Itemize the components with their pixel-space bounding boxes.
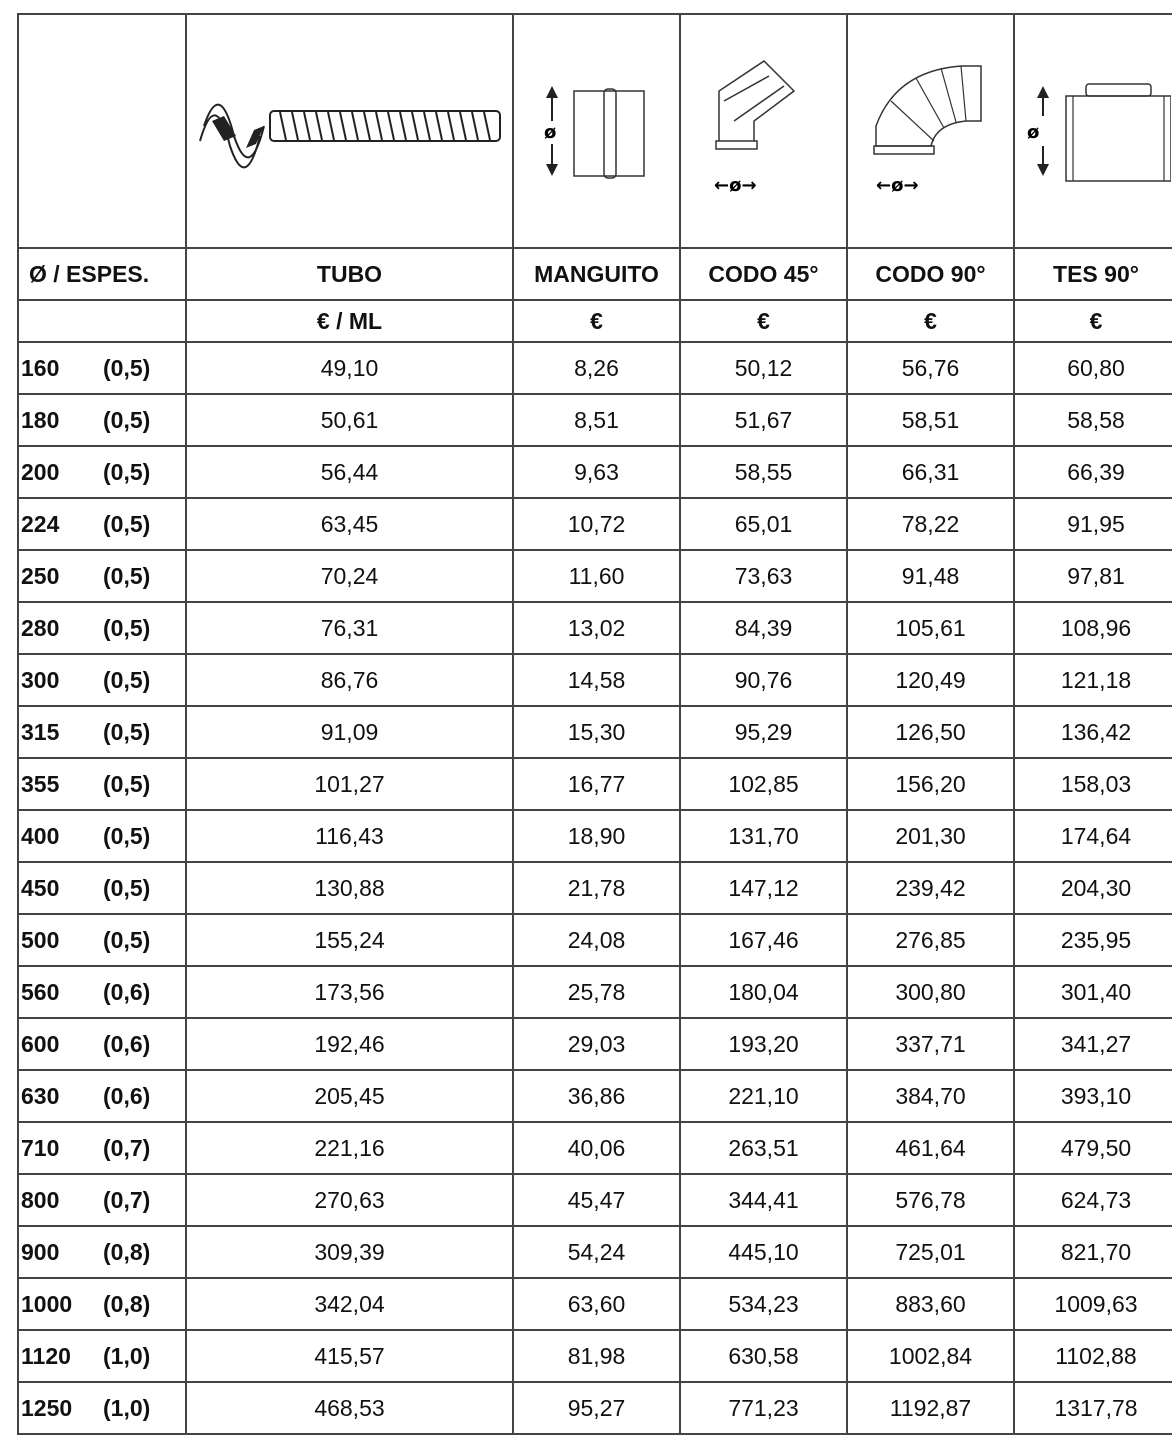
table-row bbox=[18, 1330, 1172, 1382]
diameter-value: 315 bbox=[21, 718, 60, 745]
spiral-tube-icon bbox=[190, 66, 510, 196]
spiral-stripe bbox=[436, 112, 442, 140]
coupling-illustration-cell bbox=[513, 14, 680, 248]
dimension-cell bbox=[18, 862, 186, 914]
diameter-value: 800 bbox=[21, 1186, 60, 1213]
diameter-value: 224 bbox=[21, 510, 60, 537]
price-cell-tubo: 342,04 bbox=[186, 1278, 513, 1330]
thickness-value: (0,5) bbox=[103, 354, 151, 381]
price-cell-tubo: 173,56 bbox=[186, 966, 513, 1018]
thickness-value: (0,7) bbox=[103, 1134, 151, 1161]
price-cell-codo-45: 84,39 bbox=[680, 602, 847, 654]
price-cell-tes-90: 624,73 bbox=[1014, 1174, 1172, 1226]
price-cell-codo-45: 534,23 bbox=[680, 1278, 847, 1330]
table-row bbox=[18, 966, 1172, 1018]
price-cell-codo-90: 156,20 bbox=[847, 758, 1014, 810]
price-cell-tubo: 49,10 bbox=[186, 342, 513, 394]
price-cell-manguito: 29,03 bbox=[513, 1018, 680, 1070]
table-row bbox=[18, 862, 1172, 914]
price-cell-tubo: 205,45 bbox=[186, 1070, 513, 1122]
price-cell-codo-90: 91,48 bbox=[847, 550, 1014, 602]
spiral-stripe bbox=[316, 112, 322, 140]
unit-row bbox=[18, 300, 1172, 342]
spiral-stripe bbox=[388, 112, 394, 140]
thickness-value: (0,5) bbox=[103, 822, 151, 849]
diameter-value: 500 bbox=[21, 926, 60, 953]
dimension-cell bbox=[18, 654, 186, 706]
price-cell-tes-90: 204,30 bbox=[1014, 862, 1172, 914]
unit-empty-cell bbox=[18, 300, 186, 342]
dimension-cell bbox=[18, 706, 186, 758]
thickness-value: (1,0) bbox=[103, 1394, 151, 1421]
thickness-value: (0,8) bbox=[103, 1238, 151, 1265]
table-row bbox=[18, 706, 1172, 758]
thickness-value: (0,6) bbox=[103, 1030, 151, 1057]
thickness-value: (0,5) bbox=[103, 770, 151, 797]
diameter-value: 600 bbox=[21, 1030, 60, 1057]
price-cell-codo-90: 384,70 bbox=[847, 1070, 1014, 1122]
price-cell-codo-45: 65,01 bbox=[680, 498, 847, 550]
price-cell-tes-90: 393,10 bbox=[1014, 1070, 1172, 1122]
price-cell-codo-45: 131,70 bbox=[680, 810, 847, 862]
table-row bbox=[18, 342, 1172, 394]
price-cell-codo-90: 120,49 bbox=[847, 654, 1014, 706]
dimension-cell bbox=[18, 1330, 186, 1382]
price-cell-manguito: 18,90 bbox=[513, 810, 680, 862]
empty-corner-cell bbox=[18, 14, 186, 248]
thickness-value: (0,5) bbox=[103, 874, 151, 901]
spiral-stripe bbox=[448, 112, 454, 140]
diameter-arrow-label: ←ø→ bbox=[875, 175, 919, 196]
unit-manguito: € bbox=[513, 300, 680, 342]
price-cell-manguito: 54,24 bbox=[513, 1226, 680, 1278]
table-row bbox=[18, 1122, 1172, 1174]
price-cell-codo-90: 1002,84 bbox=[847, 1330, 1014, 1382]
spiral-stripe bbox=[376, 112, 382, 140]
price-cell-tes-90: 235,95 bbox=[1014, 914, 1172, 966]
thickness-value: (0,5) bbox=[103, 406, 151, 433]
price-cell-codo-45: 51,67 bbox=[680, 394, 847, 446]
table-row bbox=[18, 810, 1172, 862]
price-cell-tes-90: 66,39 bbox=[1014, 446, 1172, 498]
price-cell-tubo: 63,45 bbox=[186, 498, 513, 550]
unit-codo-90: € bbox=[847, 300, 1014, 342]
price-cell-tubo: 91,09 bbox=[186, 706, 513, 758]
dimension-cell bbox=[18, 550, 186, 602]
price-cell-tes-90: 821,70 bbox=[1014, 1226, 1172, 1278]
price-cell-codo-45: 193,20 bbox=[680, 1018, 847, 1070]
price-cell-tes-90: 121,18 bbox=[1014, 654, 1172, 706]
price-cell-codo-90: 725,01 bbox=[847, 1226, 1014, 1278]
price-cell-manguito: 24,08 bbox=[513, 914, 680, 966]
price-cell-manguito: 14,58 bbox=[513, 654, 680, 706]
price-cell-manguito: 25,78 bbox=[513, 966, 680, 1018]
spiral-stripe bbox=[280, 112, 286, 140]
price-cell-manguito: 8,51 bbox=[513, 394, 680, 446]
price-cell-codo-45: 102,85 bbox=[680, 758, 847, 810]
price-cell-codo-45: 771,23 bbox=[680, 1382, 847, 1434]
diameter-value: 1000 bbox=[21, 1290, 73, 1317]
price-cell-codo-45: 221,10 bbox=[680, 1070, 847, 1122]
price-cell-codo-90: 201,30 bbox=[847, 810, 1014, 862]
dimension-cell bbox=[18, 1122, 186, 1174]
diameter-value: 400 bbox=[21, 822, 60, 849]
spiral-stripe bbox=[412, 112, 418, 140]
price-cell-codo-90: 105,61 bbox=[847, 602, 1014, 654]
price-cell-codo-45: 58,55 bbox=[680, 446, 847, 498]
dimension-cell bbox=[18, 1018, 186, 1070]
diameter-symbol: ø bbox=[543, 122, 556, 143]
table-row bbox=[18, 1226, 1172, 1278]
price-cell-tubo: 192,46 bbox=[186, 1018, 513, 1070]
price-cell-tes-90: 174,64 bbox=[1014, 810, 1172, 862]
price-cell-tubo: 130,88 bbox=[186, 862, 513, 914]
price-cell-tubo: 50,61 bbox=[186, 394, 513, 446]
price-cell-tes-90: 301,40 bbox=[1014, 966, 1172, 1018]
column-header-tes-90: TES 90° bbox=[1014, 248, 1172, 300]
diameter-arrow-label: ←ø→ bbox=[713, 175, 757, 196]
dimension-header: Ø / ESPES. bbox=[18, 248, 186, 300]
dimension-cell bbox=[18, 498, 186, 550]
price-cell-codo-45: 445,10 bbox=[680, 1226, 847, 1278]
price-cell-manguito: 36,86 bbox=[513, 1070, 680, 1122]
price-cell-tubo: 309,39 bbox=[186, 1226, 513, 1278]
price-cell-tes-90: 341,27 bbox=[1014, 1018, 1172, 1070]
thickness-value: (0,5) bbox=[103, 926, 151, 953]
price-cell-manguito: 40,06 bbox=[513, 1122, 680, 1174]
diameter-value: 355 bbox=[21, 770, 60, 797]
price-cell-tes-90: 479,50 bbox=[1014, 1122, 1172, 1174]
table-row bbox=[18, 914, 1172, 966]
table-row bbox=[18, 498, 1172, 550]
table-row bbox=[18, 394, 1172, 446]
spiral-stripe bbox=[304, 112, 310, 140]
price-cell-tes-90: 1317,78 bbox=[1014, 1382, 1172, 1434]
price-cell-codo-90: 58,51 bbox=[847, 394, 1014, 446]
column-header-codo-90: CODO 90° bbox=[847, 248, 1014, 300]
thickness-value: (0,5) bbox=[103, 458, 151, 485]
thickness-value: (0,7) bbox=[103, 1186, 151, 1213]
diameter-value: 1250 bbox=[21, 1394, 73, 1421]
diameter-symbol: ø bbox=[1027, 122, 1040, 143]
diameter-value: 1120 bbox=[21, 1342, 71, 1369]
price-cell-codo-90: 126,50 bbox=[847, 706, 1014, 758]
price-cell-tubo: 415,57 bbox=[186, 1330, 513, 1382]
price-cell-tubo: 116,43 bbox=[186, 810, 513, 862]
price-cell-codo-90: 1192,87 bbox=[847, 1382, 1014, 1434]
price-cell-tubo: 155,24 bbox=[186, 914, 513, 966]
elbow-90-icon bbox=[856, 46, 1006, 216]
table-row bbox=[18, 446, 1172, 498]
price-cell-codo-45: 73,63 bbox=[680, 550, 847, 602]
diameter-value: 300 bbox=[21, 666, 60, 693]
table-row bbox=[18, 758, 1172, 810]
spiral-stripe bbox=[472, 112, 478, 140]
price-cell-codo-90: 66,31 bbox=[847, 446, 1014, 498]
column-header-row bbox=[18, 248, 1172, 300]
spiral-stripe bbox=[292, 112, 298, 140]
table-row bbox=[18, 1382, 1172, 1434]
price-table bbox=[17, 13, 1172, 1435]
price-cell-tes-90: 158,03 bbox=[1014, 758, 1172, 810]
elbow45-illustration-cell bbox=[680, 14, 847, 248]
price-cell-codo-90: 337,71 bbox=[847, 1018, 1014, 1070]
dimension-cell bbox=[18, 810, 186, 862]
price-cell-manguito: 95,27 bbox=[513, 1382, 680, 1434]
price-cell-manguito: 15,30 bbox=[513, 706, 680, 758]
price-cell-codo-90: 461,64 bbox=[847, 1122, 1014, 1174]
price-cell-tes-90: 1009,63 bbox=[1014, 1278, 1172, 1330]
spiral-stripe bbox=[400, 112, 406, 140]
diameter-value: 900 bbox=[21, 1238, 60, 1265]
price-cell-tubo: 468,53 bbox=[186, 1382, 513, 1434]
price-cell-tes-90: 1102,88 bbox=[1014, 1330, 1172, 1382]
diameter-value: 180 bbox=[21, 406, 60, 433]
thickness-value: (0,5) bbox=[103, 510, 151, 537]
price-cell-manguito: 8,26 bbox=[513, 342, 680, 394]
price-cell-tubo: 86,76 bbox=[186, 654, 513, 706]
unit-tubo: € / ML bbox=[186, 300, 513, 342]
diameter-value: 160 bbox=[21, 354, 60, 381]
table-row bbox=[18, 654, 1172, 706]
thickness-value: (0,5) bbox=[103, 666, 151, 693]
price-cell-codo-90: 239,42 bbox=[847, 862, 1014, 914]
table-row bbox=[18, 1018, 1172, 1070]
spiral-stripe bbox=[328, 112, 334, 140]
thickness-value: (0,6) bbox=[103, 1082, 151, 1109]
dimension-cell bbox=[18, 342, 186, 394]
dimension-cell bbox=[18, 758, 186, 810]
price-cell-manguito: 13,02 bbox=[513, 602, 680, 654]
price-cell-tes-90: 136,42 bbox=[1014, 706, 1172, 758]
price-cell-manguito: 10,72 bbox=[513, 498, 680, 550]
diameter-value: 250 bbox=[21, 562, 60, 589]
spiral-stripe bbox=[364, 112, 370, 140]
price-cell-codo-90: 56,76 bbox=[847, 342, 1014, 394]
thickness-value: (0,5) bbox=[103, 562, 151, 589]
dimension-cell bbox=[18, 394, 186, 446]
unit-tes-90: € bbox=[1014, 300, 1172, 342]
price-cell-tubo: 70,24 bbox=[186, 550, 513, 602]
spiral-stripe bbox=[460, 112, 466, 140]
price-cell-tubo: 56,44 bbox=[186, 446, 513, 498]
table-row bbox=[18, 1070, 1172, 1122]
price-cell-tes-90: 108,96 bbox=[1014, 602, 1172, 654]
table-row bbox=[18, 602, 1172, 654]
price-cell-codo-90: 576,78 bbox=[847, 1174, 1014, 1226]
dimension-cell bbox=[18, 1226, 186, 1278]
thickness-value: (0,5) bbox=[103, 718, 151, 745]
thickness-value: (0,5) bbox=[103, 614, 151, 641]
dimension-cell bbox=[18, 966, 186, 1018]
price-cell-tes-90: 58,58 bbox=[1014, 394, 1172, 446]
table-row bbox=[18, 1278, 1172, 1330]
elbow90-illustration-cell bbox=[847, 14, 1014, 248]
diameter-value: 710 bbox=[21, 1134, 60, 1161]
diameter-value: 630 bbox=[21, 1082, 60, 1109]
column-header-codo-45: CODO 45° bbox=[680, 248, 847, 300]
price-cell-manguito: 45,47 bbox=[513, 1174, 680, 1226]
price-cell-codo-90: 883,60 bbox=[847, 1278, 1014, 1330]
price-cell-tubo: 101,27 bbox=[186, 758, 513, 810]
price-cell-codo-45: 147,12 bbox=[680, 862, 847, 914]
spiral-stripe bbox=[352, 112, 358, 140]
spiral-stripe bbox=[340, 112, 346, 140]
illustration-row bbox=[18, 14, 1172, 248]
dimension-cell bbox=[18, 1174, 186, 1226]
price-cell-codo-45: 50,12 bbox=[680, 342, 847, 394]
thickness-value: (1,0) bbox=[103, 1342, 151, 1369]
price-cell-manguito: 21,78 bbox=[513, 862, 680, 914]
price-cell-manguito: 9,63 bbox=[513, 446, 680, 498]
diameter-value: 280 bbox=[21, 614, 60, 641]
price-cell-tubo: 270,63 bbox=[186, 1174, 513, 1226]
dimension-cell bbox=[18, 446, 186, 498]
thickness-value: (0,8) bbox=[103, 1290, 151, 1317]
price-cell-tes-90: 91,95 bbox=[1014, 498, 1172, 550]
table-row bbox=[18, 550, 1172, 602]
price-cell-codo-45: 95,29 bbox=[680, 706, 847, 758]
price-cell-tes-90: 97,81 bbox=[1014, 550, 1172, 602]
price-cell-codo-90: 300,80 bbox=[847, 966, 1014, 1018]
dimension-cell bbox=[18, 1070, 186, 1122]
spiral-stripe bbox=[424, 112, 430, 140]
coupling-sleeve-icon bbox=[532, 76, 662, 186]
price-cell-codo-90: 78,22 bbox=[847, 498, 1014, 550]
price-cell-codo-45: 344,41 bbox=[680, 1174, 847, 1226]
price-cell-codo-45: 90,76 bbox=[680, 654, 847, 706]
diameter-value: 560 bbox=[21, 978, 60, 1005]
price-table-sheet bbox=[17, 13, 1172, 1435]
price-cell-tubo: 76,31 bbox=[186, 602, 513, 654]
price-cell-codo-45: 630,58 bbox=[680, 1330, 847, 1382]
price-cell-manguito: 63,60 bbox=[513, 1278, 680, 1330]
diameter-value: 200 bbox=[21, 458, 60, 485]
dimension-cell bbox=[18, 602, 186, 654]
unit-codo-45: € bbox=[680, 300, 847, 342]
diameter-value: 450 bbox=[21, 874, 60, 901]
price-cell-manguito: 16,77 bbox=[513, 758, 680, 810]
column-header-tubo: TUBO bbox=[186, 248, 513, 300]
dimension-cell bbox=[18, 914, 186, 966]
thickness-value: (0,6) bbox=[103, 978, 151, 1005]
price-cell-codo-45: 180,04 bbox=[680, 966, 847, 1018]
table-row bbox=[18, 1174, 1172, 1226]
dimension-cell bbox=[18, 1278, 186, 1330]
tube-illustration-cell bbox=[186, 14, 513, 248]
price-cell-tubo: 221,16 bbox=[186, 1122, 513, 1174]
tee-illustration-cell bbox=[1014, 14, 1172, 248]
spiral-stripe bbox=[484, 112, 490, 140]
price-cell-manguito: 11,60 bbox=[513, 550, 680, 602]
price-cell-codo-90: 276,85 bbox=[847, 914, 1014, 966]
price-cell-codo-45: 263,51 bbox=[680, 1122, 847, 1174]
dimension-cell bbox=[18, 1382, 186, 1434]
price-cell-tes-90: 60,80 bbox=[1014, 342, 1172, 394]
price-cell-manguito: 81,98 bbox=[513, 1330, 680, 1382]
price-cell-codo-45: 167,46 bbox=[680, 914, 847, 966]
tee-90-icon bbox=[1021, 76, 1171, 186]
elbow-45-icon bbox=[694, 46, 834, 216]
column-header-manguito: MANGUITO bbox=[513, 248, 680, 300]
